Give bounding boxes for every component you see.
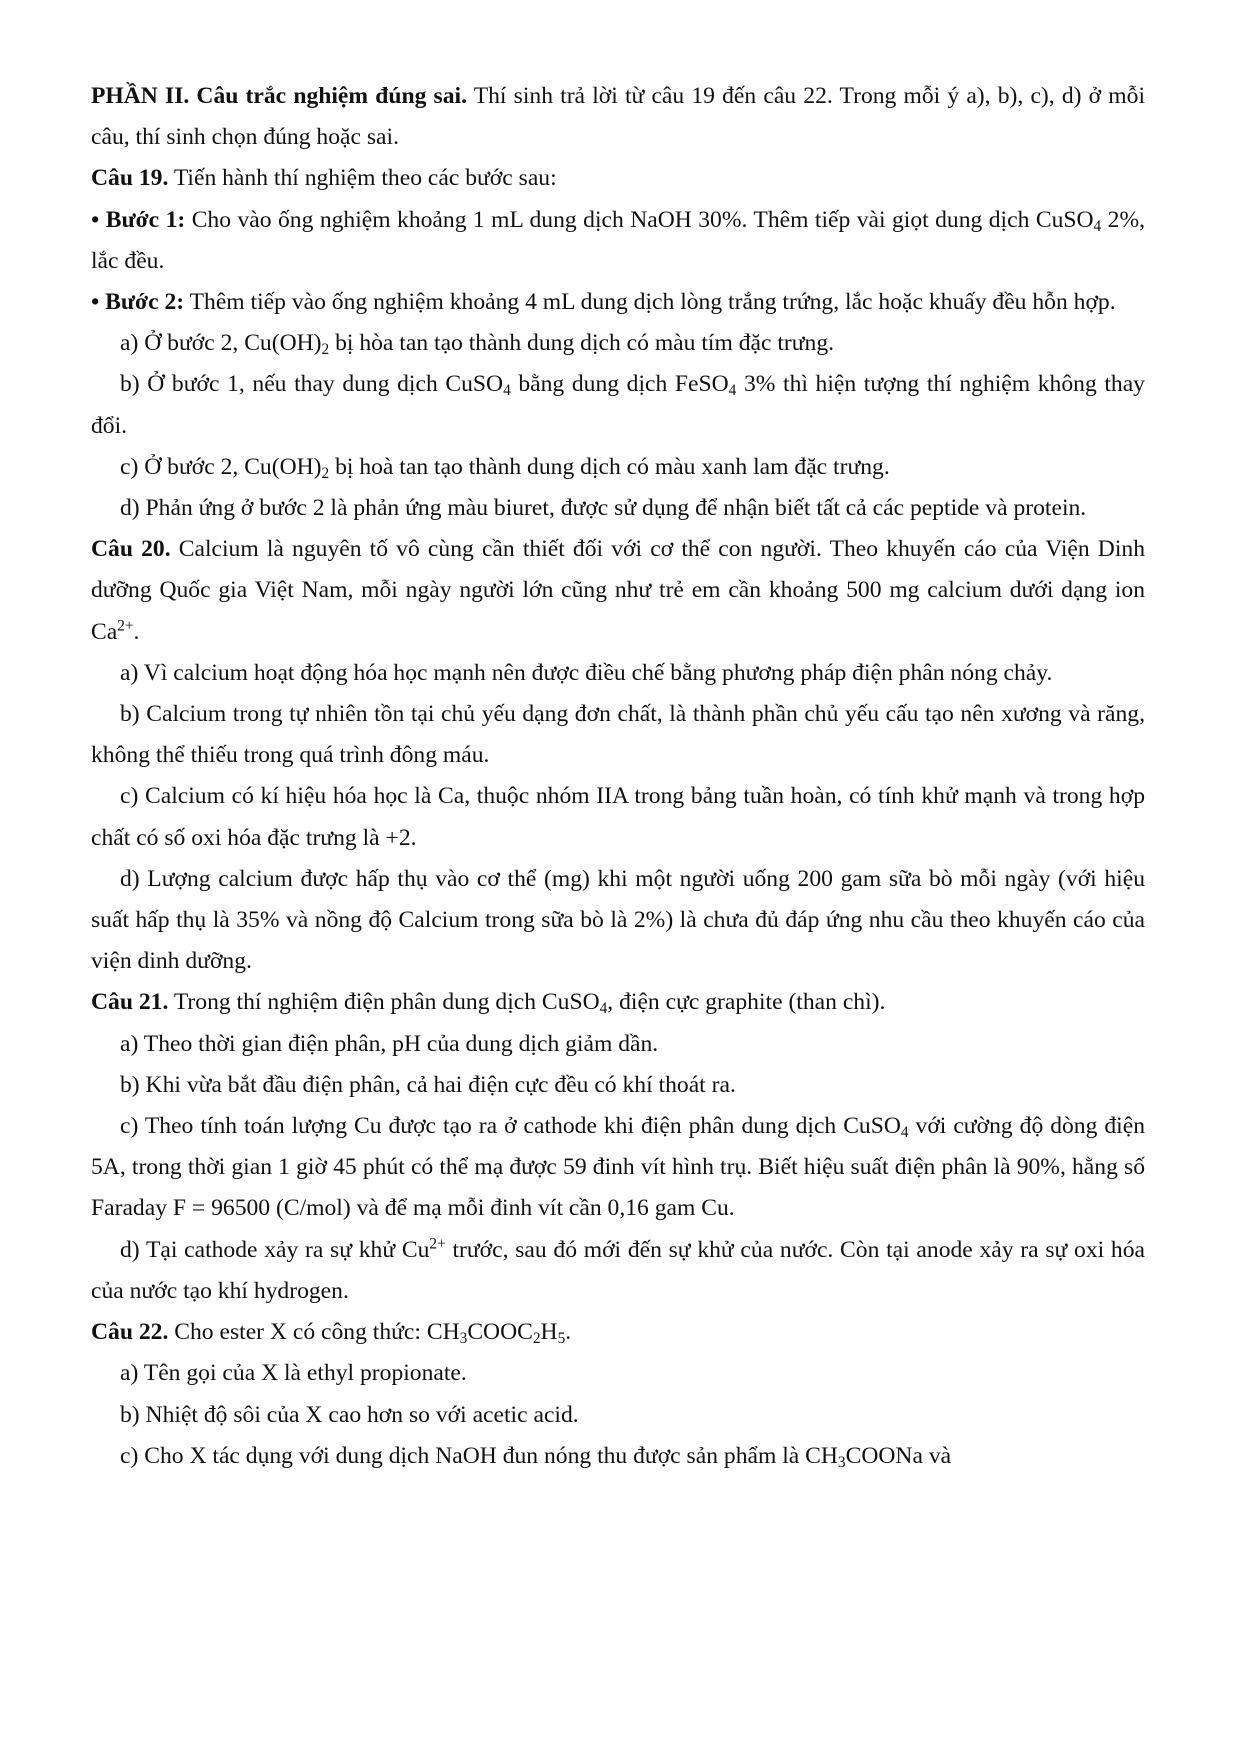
question-19-option-d: d) Phản ứng ở bước 2 là phản ứng màu biuret, được sử dụng để nhận biết tất cả các peptide và protein. xyxy=(120,495,1087,522)
question-21-stem: Câu 21. Trong thí nghiệm điện phân dung dịch CuSO$_4$, điện cực graphite (than chì). xyxy=(91,989,886,1018)
question-21-option-a: a) Theo thời gian điện phân, pH của dung dịch giảm dần. xyxy=(120,1030,659,1057)
part-title: PHẦN II. Câu trắc nghiệm đúng sai. xyxy=(91,83,467,109)
part-instruction: Thí sinh trả lời từ câu 19 đến câu 22. Trong mỗi ý a), b), c), d) ở mỗi câu, thí sinh chọn đúng hoặc sai. xyxy=(91,83,1145,151)
document-page xyxy=(91,76,1145,1477)
question-21-option-c: c) Theo tính toán lượng Cu được tạo ra ở cathode khi điện phân dung dịch CuSO$_4$ với cường độ dòng điện 5A, trong thời gian 1 giờ 45 phút có thể mạ được 59 đinh vít hình trụ. Biết hiệu suất điện phân là 90%, hằng số Faraday F = 96500 (C/mol) và để mạ mỗi đinh vít cần 0,16 gam Cu. xyxy=(91,1113,1145,1222)
question-21-label: Câu 21. xyxy=(91,989,169,1016)
question-19-step-2: • Bước 2: Thêm tiếp vào ống nghiệm khoảng 4 mL dung dịch lòng trắng trứng, lắc hoặc khuấy đều hỗn hợp. xyxy=(91,289,1116,316)
question-19-option-a: a) Ở bước 2, $Cu(OH)_2$ bị hòa tan tạo thành dung dịch có màu tím đặc trưng. xyxy=(120,330,835,359)
part-heading xyxy=(91,76,1145,158)
question-19-label: Câu 19. xyxy=(91,165,169,192)
step-2-label: • Bước 2: xyxy=(91,289,185,316)
question-19-option-b: b) Ở bước 1, nếu thay dung dịch CuSO$_4$ bằng dung dịch FeSO$_4$ 3% thì hiện tượng thí nghiệm không thay đổi. xyxy=(91,371,1145,439)
question-20-option-c: c) Calcium có kí hiệu hóa học là Ca, thuộc nhóm IIA trong bảng tuần hoàn, có tính khử mạnh và trong hợp chất có số oxi hóa đặc trưng là +2. xyxy=(91,783,1145,851)
question-20-option-d: d) Lượng calcium được hấp thụ vào cơ thể (mg) khi một người uống 200 gam sữa bò mỗi ngày (với hiệu suất hấp thụ là 35% và nồng độ Calcium trong sữa bò là 2%) là chưa đủ đáp ứng nhu cầu theo khuyến cáo của viện dinh dưỡng. xyxy=(91,865,1145,975)
step-1-label: • Bước 1: xyxy=(91,206,186,233)
question-22-option-c: c) Cho X tác dụng với dung dịch NaOH đun nóng thu được sản phẩm là $CH_3COONa$ và xyxy=(120,1442,952,1471)
question-21-option-b: b) Khi vừa bắt đầu điện phân, cả hai điện cực đều có khí thoát ra. xyxy=(120,1071,736,1098)
question-22-option-b: b) Nhiệt độ sôi của X cao hơn so với acetic acid. xyxy=(120,1401,579,1428)
question-19-step-1: • Bước 1: Cho vào ống nghiệm khoảng 1 mL dung dịch NaOH 30%. Thêm tiếp vài giọt dung dịch CuSO$_4$ 2%, lắc đều. xyxy=(91,206,1145,274)
question-20-stem: Câu 20. Calcium là nguyên tố vô cùng cần thiết đối với cơ thể con người. Theo khuyến cáo của Viện Dinh dưỡng Quốc gia Việt Nam, mỗi ngày người lớn cũng như trẻ em cần khoảng 500 mg calcium dưới dạng ion $Ca^{2+}$. xyxy=(91,536,1145,645)
question-20-option-a: a) Vì calcium hoạt động hóa học mạnh nên được điều chế bằng phương pháp điện phân nóng chảy. xyxy=(120,659,1053,686)
question-22-label: Câu 22. xyxy=(91,1319,169,1346)
question-22-option-a: a) Tên gọi của X là ethyl propionate. xyxy=(120,1360,467,1387)
question-20-label: Câu 20. xyxy=(91,536,171,563)
question-19-stem: Câu 19. Tiến hành thí nghiệm theo các bước sau: xyxy=(91,165,557,192)
question-21-option-d: d) Tại cathode xảy ra sự khử $Cu^{2+}$ trước, sau đó mới đến sự khử của nước. Còn tại anode xảy ra sự oxi hóa của nước tạo khí hydrogen. xyxy=(91,1235,1145,1304)
question-19-option-c: c) Ở bước 2, $Cu(OH)_2$ bị hoà tan tạo thành dung dịch có màu xanh lam đặc trưng. xyxy=(120,453,890,482)
question-20-option-b: b) Calcium trong tự nhiên tồn tại chủ yếu dạng đơn chất, là thành phần chủ yếu cấu tạo nên xương và răng, không thể thiếu trong quá trình đông máu. xyxy=(91,701,1145,769)
question-22-stem: Câu 22. Cho ester X có công thức: $CH_3COOC_2H_5$. xyxy=(91,1319,572,1347)
